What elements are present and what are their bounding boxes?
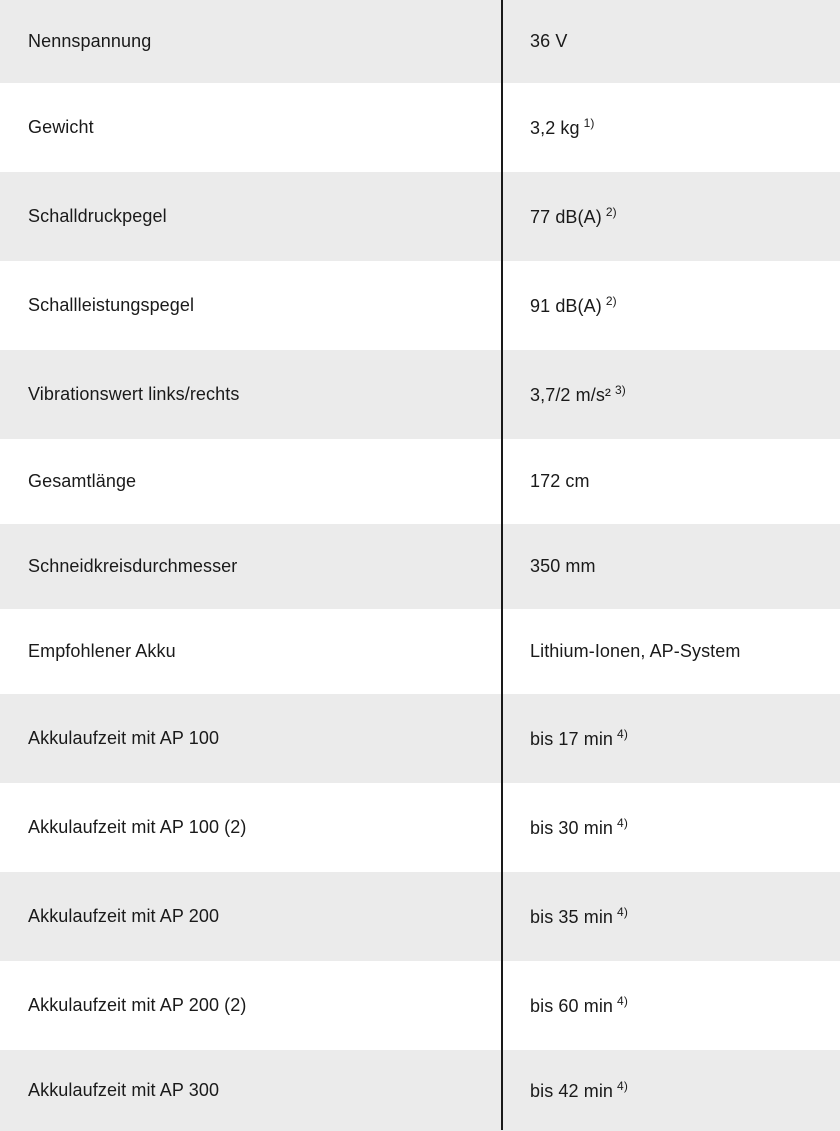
spec-value: bis 60 min — [530, 996, 614, 1016]
footnote-marker: 3) — [615, 383, 626, 397]
spec-label: Akkulaufzeit mit AP 200 — [28, 906, 220, 926]
footnote-marker: 4) — [617, 994, 628, 1008]
spec-label: Schallleistungspegel — [28, 295, 195, 315]
spec-value: 172 cm — [530, 471, 590, 491]
spec-value: bis 17 min — [530, 729, 614, 749]
table-row — [0, 83, 840, 172]
table-row — [0, 872, 840, 961]
footnote-marker: 2) — [605, 205, 617, 219]
spec-label: Akkulaufzeit mit AP 100 — [28, 728, 220, 748]
spec-label: Akkulaufzeit mit AP 100 (2) — [28, 817, 247, 837]
table-row — [0, 0, 840, 83]
spec-value: 36 V — [530, 31, 568, 51]
spec-label: Schneidkreisdurchmesser — [28, 556, 238, 576]
spec-label: Schalldruckpegel — [28, 206, 167, 226]
spec-value-cell — [502, 471, 840, 492]
spec-value: bis 30 min — [530, 818, 614, 838]
footnote-marker: 4) — [617, 816, 628, 830]
spec-label: Akkulaufzeit mit AP 300 — [28, 1080, 220, 1100]
spec-label: Empfohlener Akku — [28, 641, 176, 661]
footnote-marker: 4) — [617, 727, 628, 741]
spec-value-cell — [502, 556, 840, 577]
spec-value: 77 dB(A) — [530, 207, 602, 227]
spec-value-cell — [502, 641, 840, 662]
spec-label: Nennspannung — [28, 31, 152, 51]
table-row — [0, 961, 840, 1050]
footnote-marker: 4) — [617, 905, 628, 919]
spec-value-cell — [502, 205, 840, 228]
footnote-marker: 4) — [617, 1079, 628, 1093]
spec-value-cell — [502, 383, 840, 406]
spec-label: Akkulaufzeit mit AP 200 (2) — [28, 995, 247, 1015]
spec-value: 3,7/2 m/s² — [530, 385, 612, 405]
spec-value: 3,2 kg — [530, 118, 580, 138]
table-row — [0, 694, 840, 783]
footnote-marker: 1) — [583, 116, 595, 130]
spec-value: 350 mm — [530, 556, 596, 576]
spec-value: bis 42 min — [530, 1081, 614, 1101]
spec-label: Vibrationswert links/rechts — [28, 384, 240, 404]
table-row — [0, 524, 840, 609]
spec-value-cell — [502, 816, 840, 839]
table-row — [0, 609, 840, 694]
spec-label: Gewicht — [28, 117, 94, 137]
spec-value-cell — [502, 727, 840, 750]
column-divider — [501, 0, 503, 1130]
table-row — [0, 1050, 840, 1131]
spec-value-cell — [502, 116, 840, 139]
spec-value-cell — [502, 294, 840, 317]
spec-label: Gesamtlänge — [28, 471, 137, 491]
spec-value-cell — [502, 31, 840, 52]
spec-value: Lithium-Ionen, AP-System — [530, 641, 741, 661]
table-row — [0, 439, 840, 524]
spec-value-cell — [502, 905, 840, 928]
footnote-marker: 2) — [605, 294, 617, 308]
spec-value-cell — [502, 1079, 840, 1102]
spec-value-cell — [502, 994, 840, 1017]
spec-value: bis 35 min — [530, 907, 614, 927]
spec-value: 91 dB(A) — [530, 296, 602, 316]
table-row — [0, 783, 840, 872]
table-row — [0, 350, 840, 439]
table-row — [0, 261, 840, 350]
table-row — [0, 172, 840, 261]
